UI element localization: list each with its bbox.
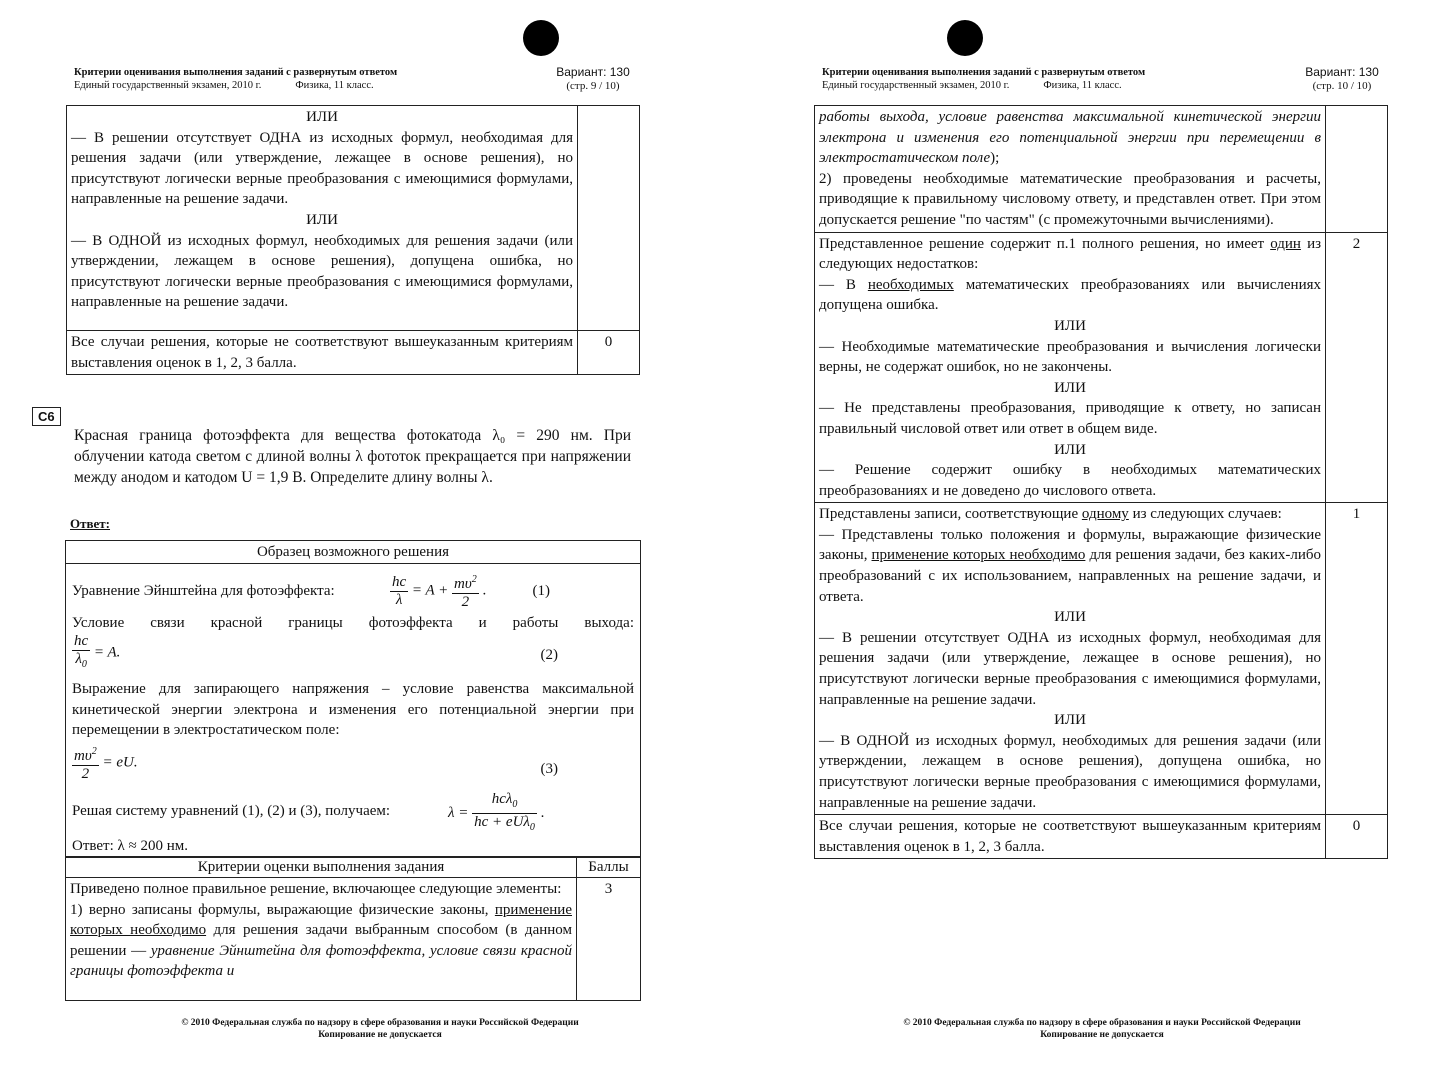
table-row: [67, 106, 640, 331]
page-right: [722, 0, 1443, 1079]
or-separator: ИЛИ: [1054, 379, 1086, 396]
criterion-text: Все случаи решения, которые не соответствуют вышеуказанным критериям выставления оценок в 1, 2, 3 балла.: [67, 331, 578, 375]
einstein-formula: $\frac{hc}{\lambda}$ = A + $\frac{m\upsilon^2}{2}$ .: [390, 571, 486, 611]
solution-title: Образец возможного решения: [66, 542, 640, 564]
task-label: C6: [32, 407, 61, 426]
red-boundary-formula: $\frac{hc}{\lambda_0}$ = A.: [74, 633, 121, 670]
variant-block: [548, 65, 638, 93]
variant-block: [1292, 65, 1392, 93]
table-row: [815, 232, 1388, 503]
table-row: [67, 331, 640, 375]
table-header-row: [66, 857, 641, 878]
column-header-criteria: Критерии оценки выполнения задания: [66, 857, 577, 878]
header-title: Критерии оценивания выполнения заданий с развернутым ответом: [822, 67, 1146, 78]
punch-hole-mark: [523, 20, 559, 56]
criterion-intro: Представлены записи, соответствующие одному из следующих случаев:: [819, 506, 1282, 523]
score-cell: 1: [1326, 503, 1388, 815]
page-number: (стр. 9 / 10): [566, 80, 620, 92]
table-row: [815, 815, 1388, 859]
column-header-score: Баллы: [577, 857, 641, 878]
solution-box: [65, 540, 641, 858]
page-footer: © 2010 Федеральная служба по надзору в сфере образования и науки Российской Федерации Копирование не допускается: [181, 1018, 579, 1040]
criterion-text: — В необходимых математических преобразованиях или вычислениях допущена ошибка.: [819, 276, 1321, 314]
equation-1: Уравнение Эйнштейна для фотоэффекта: $\frac{hc}{\lambda}$ = A + $\frac{m\upsilon^2}{2}$ . (1): [72, 571, 634, 613]
criterion-intro: Представленное решение содержит п.1 полного решения, но имеет один из следующих недостатков:: [819, 235, 1322, 273]
page-footer: © 2010 Федеральная служба по надзору в сфере образования и науки Российской Федерации Копирование не допускается: [903, 1018, 1301, 1040]
solution-answer: Ответ: λ ≈ 200 нм.: [72, 838, 189, 854]
answer-label: Ответ:: [70, 516, 111, 531]
page-number: (стр. 10 / 10): [1312, 80, 1372, 92]
equation-2: Условие связи красной границы фотоэффекта и работы выхода: $\frac{hc}{\lambda_0}$ = A. (2): [72, 613, 634, 675]
table-row: [66, 878, 641, 1001]
criterion-item-1: 1) верно записаны формулы, выражающие физические законы, применение которых необходимо для решения задачи выбранным способом (в данном решении — уравнение Эйнштейна для фотоэффекта, условие связи красной границы фотоэффекта и: [70, 901, 573, 980]
criteria-table: [65, 856, 641, 1001]
table-row: [815, 503, 1388, 815]
criterion-intro: Приведено полное правильное решение, включающее следующие элементы:: [70, 881, 562, 897]
or-separator: ИЛИ: [306, 109, 338, 125]
header-exam: Единый государственный экзамен, 2010 г.: [822, 80, 1010, 91]
or-separator: ИЛИ: [1054, 712, 1086, 729]
criterion-text: — В решении отсутствует ОДНА из исходных формул, необходимая для решения задачи (или утверждение, лежащее в основе решения), но присутствуют логически верные преобразования с имеющимися формулами, направленные на решение задачи.: [71, 129, 573, 208]
result-formula: λ = $\frac{hc\lambda_0}{hc + eU\lambda_0}$ .: [448, 791, 545, 833]
criterion-text: — Не представлены преобразования, приводящие к ответу, но записан правильный числовой ответ или ответ в общем виде.: [819, 400, 1321, 437]
or-separator: ИЛИ: [1054, 609, 1086, 626]
criterion-text: Все случаи решения, которые не соответствуют вышеуказанным критериям выставления оценок в 1, 2, 3 балла.: [815, 815, 1326, 859]
criterion-text: — Необходимые математические преобразования и вычисления логически верны, не содержат ошибок, но не закончены.: [819, 338, 1321, 376]
criteria-table-continued: [814, 105, 1388, 859]
header-subject: Физика, 11 класс.: [1043, 80, 1122, 91]
header-subject: Физика, 11 класс.: [295, 80, 374, 91]
criterion-text: — Представлены только положения и формулы, выражающие физические законы, применение которых необходимо для решения задачи, без каких-либо преобразований с их использованием, направленных на решение задачи, и ответа.: [819, 526, 1321, 605]
page-left: [0, 0, 720, 1079]
table-row: [815, 106, 1388, 233]
criterion-text: — Решение содержит ошибку в необходимых математических преобразованиях и не доведено до числового ответа.: [819, 462, 1321, 499]
criterion-text: — В решении отсутствует ОДНА из исходных формул, необходимая для решения задачи (или утверждение, лежащее в основе решения), но присутствуют логически верные преобразования с имеющимися формулами, направленные на решение задачи.: [819, 629, 1321, 708]
criterion-continuation: работы выхода, условие равенства максимальной кинетической энергии электрона и изменения его потенциальной энергии при перемещении в электростатическом поле);: [819, 109, 1321, 167]
task-text: Красная граница фотоэффекта для вещества фотокатода λ₀ = 290 нм. При облучении катода светом с длиной волны λ фототок прекращается при напряжении между анодом и катодом U = 1,9 В. Определите длину волны λ.: [74, 427, 631, 486]
equation-3: Выражение для запирающего напряжения – условие равенства максимальной кинетической энергии электрона и изменения его потенциальной энергии при перемещении в электростатическом поле: $\frac{m\upsilon^2}{2}$ = eU. (3): [72, 681, 634, 782]
page-header: [74, 66, 514, 92]
or-separator: ИЛИ: [306, 211, 338, 228]
score-cell: 0: [578, 331, 640, 375]
solution-system: Решая систему уравнений (1), (2) и (3), получаем: λ = $\frac{hc\lambda_0}{hc + eU\lambda_0}$ .: [72, 791, 634, 835]
header-exam: Единый государственный экзамен, 2010 г.: [74, 80, 262, 91]
score-cell: 0: [1326, 815, 1388, 859]
header-title: Критерии оценивания выполнения заданий с развернутым ответом: [74, 67, 398, 78]
punch-hole-mark: [947, 20, 983, 56]
variant-label: Вариант: 130: [1305, 65, 1379, 79]
score-cell: 3: [577, 878, 641, 1001]
criteria-table-continued: [66, 105, 640, 375]
page-header: [822, 66, 1262, 92]
score-cell: 2: [1326, 232, 1388, 503]
criterion-item-2: 2) проведены необходимые математические преобразования и расчеты, приводящие к правильному числовому ответу, и представлен ответ. При этом допускается решение "по частям" (с промежуточными вычислениями).: [819, 170, 1321, 228]
stopping-voltage-formula: $\frac{m\upsilon^2}{2}$ = eU.: [72, 743, 138, 783]
criterion-text: — В ОДНОЙ из исходных формул, необходимых для решения задачи (или утверждении, лежащем в основе решения), допущена ошибка, но присутствуют логически верные преобразования с имеющимися формулами, направленные на решение задачи.: [71, 232, 573, 311]
or-separator: ИЛИ: [1054, 317, 1086, 334]
or-separator: ИЛИ: [1054, 441, 1086, 458]
criterion-text: — В ОДНОЙ из исходных формул, необходимых для решения задачи (или утверждении, лежащем в основе решения), допущена ошибка, но присутствуют логически верные преобразования с имеющимися формулами, направленные на решение задачи.: [819, 732, 1321, 811]
variant-label: Вариант: 130: [556, 65, 630, 79]
